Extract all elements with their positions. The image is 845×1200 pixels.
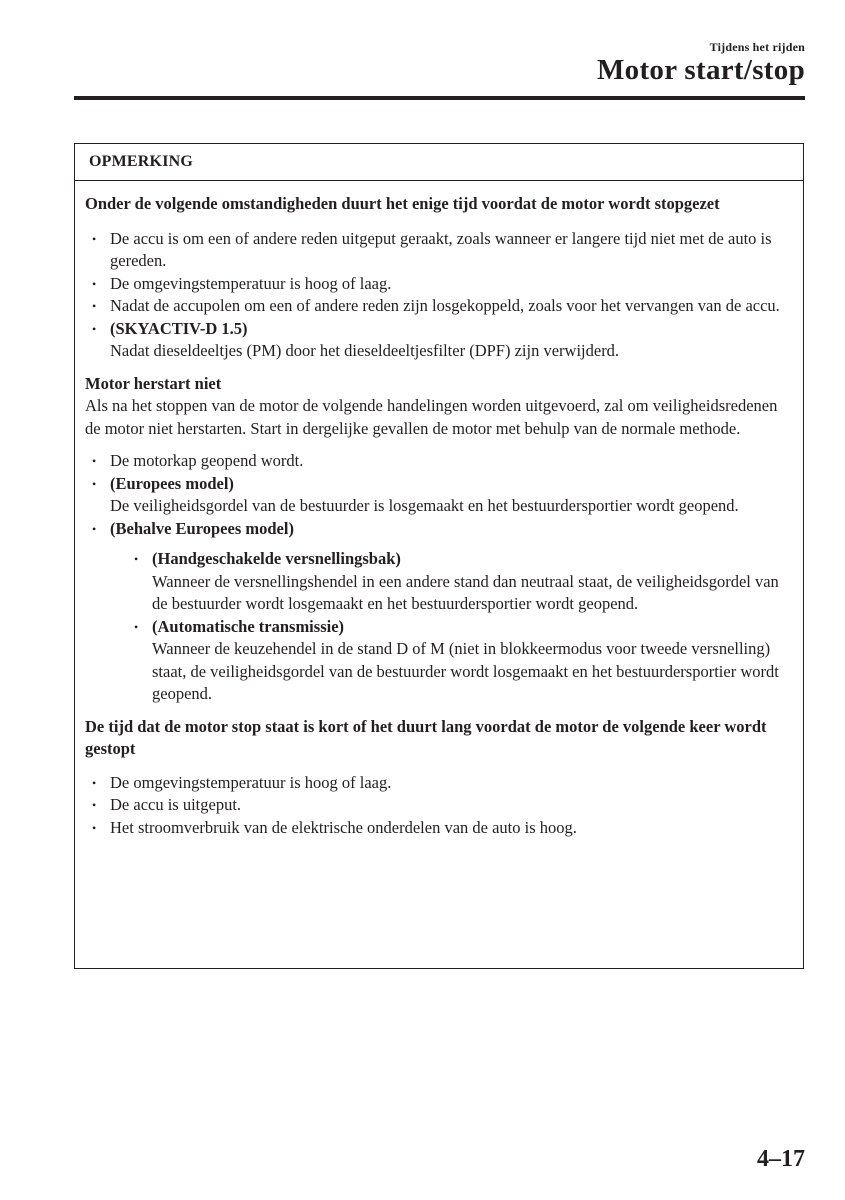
header-rule — [74, 96, 805, 100]
list-item-title: • (Automatische transmissie) — [152, 616, 345, 636]
list-item — [85, 473, 789, 518]
list-item: • De accu is om een of andere reden uitgeput geraakt, zoals wanneer er langere tijd niet met de auto is gereden. — [85, 228, 789, 273]
list-item-title: • (Handgeschakelde versnellingsbak) — [152, 549, 401, 568]
list-item: • De accu is uitgeput. — [85, 794, 789, 817]
list-item-title: • (SKYACTIV-D 1.5) — [110, 318, 248, 338]
list-item-text: Nadat dieseldeeltjes (PM) door het dieseldeeltjesfilter (DPF) zijn verwijderd. — [110, 341, 620, 360]
page-number: 4–17 — [757, 1146, 805, 1172]
list-item: • De omgevingstemperatuur is hoog of laag. — [85, 273, 789, 296]
running-head: Tijdens het rijden — [709, 40, 805, 54]
notice-box — [74, 143, 804, 969]
section-title-stop-delay: Onder de volgende omstandigheden duurt het enige tijd voordat de motor wordt stopgezet — [85, 194, 720, 213]
list-no-restart — [85, 450, 789, 706]
notice-body — [75, 181, 803, 839]
list-short-stop — [85, 772, 789, 840]
notice-label: OPMERKING — [75, 144, 803, 181]
section-intro: Als na het stoppen van de motor de volgende handelingen worden uitgevoerd, zal om veiligheidsredenen de motor niet herstarten. Start in dergelijke gevallen de motor met behulp van de normale methode. — [85, 396, 778, 438]
list-item — [85, 318, 789, 363]
list-item — [127, 548, 789, 616]
list-stop-delay — [85, 228, 789, 363]
page-title: Motor start/stop — [596, 54, 805, 86]
list-item-text: De veiligheidsgordel van de bestuurder is losgemaakt en het bestuurdersportier wordt geopend. — [110, 496, 739, 515]
list-item: • De motorkap geopend wordt. — [85, 450, 789, 473]
list-item-text: Wanneer de keuzehendel in de stand D of M (niet in blokkeermodus voor tweede versnelling) staat, de veiligheidsgordel van de bestuurder wordt losgemaakt en het bestuurdersportier wordt geopend. — [152, 639, 779, 703]
list-item-title: • (Behalve Europees model) — [110, 518, 294, 538]
list-item-title: • (Europees model) — [110, 473, 234, 493]
list-item-text: Wanneer de versnellingshendel in een andere stand dan neutraal staat, de veiligheidsgordel van de bestuurder wordt losgemaakt en het bestuurdersportier wordt geopend. — [152, 571, 779, 613]
list-item: • Het stroomverbruik van de elektrische onderdelen van de auto is hoog. — [85, 817, 789, 840]
nested-list — [110, 548, 789, 706]
section-title-no-restart: Motor herstart niet — [85, 373, 222, 393]
list-item — [85, 518, 789, 706]
list-item — [127, 616, 789, 706]
list-item: • De omgevingstemperatuur is hoog of laag. — [85, 772, 789, 795]
list-item: • Nadat de accupolen om een of andere reden zijn losgekoppeld, zoals voor het vervangen van de accu. — [85, 295, 789, 318]
section-title-short-stop: De tijd dat de motor stop staat is kort of het duurt lang voordat de motor de volgende keer wordt gestopt — [85, 716, 767, 758]
